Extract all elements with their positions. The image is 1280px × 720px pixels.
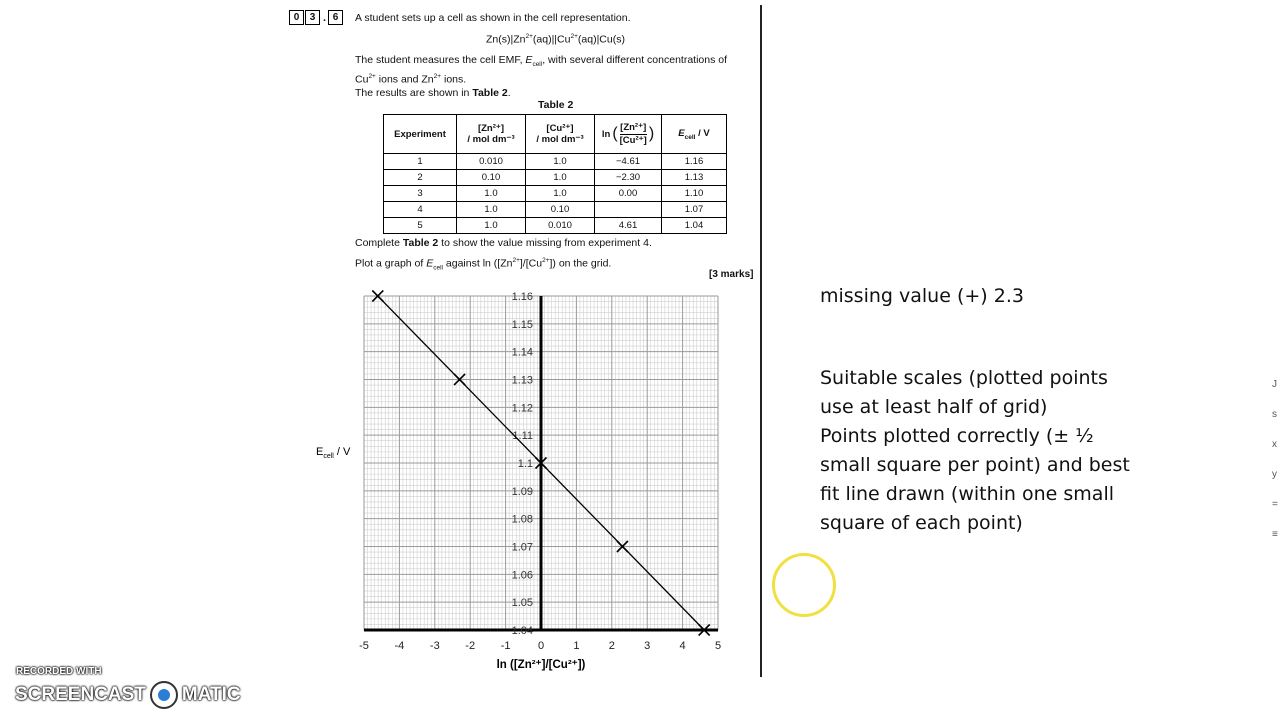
graph — [300, 282, 755, 678]
y-tick-label: 1.08 — [511, 513, 533, 526]
missing-ln-cell — [595, 202, 662, 218]
watermark-logo: SCREENCAST MATIC — [15, 681, 241, 709]
y-tick-label: 1.13 — [511, 374, 533, 387]
table-row: 2 0.10 1.0 −2.30 1.13 — [384, 170, 727, 186]
y-tick-label: 1.15 — [511, 318, 533, 331]
table-caption: Table 2 — [538, 99, 574, 111]
cell-representation: $Zn(s)|Zn^{2+}(aq)||Cu^{2+}(aq)|Cu(s)$ — [486, 33, 625, 46]
question-measure-text: The student measures the cell EMF, $E_{cell}$, with several different concentrations of $Cu^{2+}$ ions and $Zn^{2+}$ ions. — [355, 54, 728, 86]
table-row: 1 0.010 1.0 −4.61 1.16 — [384, 154, 727, 170]
question-digit: 3 — [305, 10, 320, 25]
x-tick-label: -2 — [465, 640, 476, 652]
table-row: 3 1.0 1.0 0.00 1.10 — [384, 186, 727, 202]
x-tick-label: -1 — [500, 640, 511, 652]
y-tick-label: 1.14 — [511, 346, 533, 359]
y-tick-label: 1.06 — [511, 569, 533, 582]
y-tick-label: 1.12 — [511, 402, 533, 415]
header-experiment: Experiment — [384, 115, 457, 154]
x-tick-label: 3 — [644, 640, 651, 652]
y-tick-label: 1.05 — [511, 597, 533, 610]
table-header-row — [384, 115, 727, 154]
question-results-text: The results are shown in Table 2. — [355, 87, 511, 99]
screencast-logo-icon — [150, 681, 178, 709]
y-axis-label: $E_{cell}$ / V — [316, 446, 351, 460]
x-tick-label: -5 — [359, 640, 369, 652]
table-row: 5 1.0 0.010 4.61 1.04 — [384, 218, 727, 234]
x-tick-label: 0 — [537, 640, 545, 652]
y-tick-label: 1.09 — [511, 485, 533, 498]
cursor-highlight — [772, 553, 836, 617]
header-ln: ln ( [Zn²⁺] [Cu²⁺] ) — [595, 115, 662, 154]
marks-label: [3 marks] — [709, 269, 754, 280]
question-digit: 6 — [328, 10, 343, 25]
x-tick-label: 4 — [679, 640, 686, 652]
watermark-recorded: RECORDED WITH — [16, 666, 102, 677]
x-tick-labels — [359, 640, 721, 652]
y-tick-label: 1.07 — [511, 541, 533, 554]
question-intro: A student sets up a cell as shown in the cell representation. — [355, 12, 631, 24]
results-table — [383, 114, 727, 234]
question-digit: 0 — [289, 10, 304, 25]
question-plot-text: Plot a graph of $E_{cell}$ against $\ln ([Zn^{2+}]/[Cu^{2+}])$ on the grid. — [355, 257, 612, 272]
header-ecell: $E_{cell}$ / V — [662, 115, 727, 154]
x-tick-label: 1 — [573, 640, 580, 652]
question-dot: . — [323, 11, 327, 24]
answer-criteria: Suitable scales (plotted points use at least half of grid) Points plotted correctly (± ½ small square per point) and best fit line drawn (within one small square of each point) — [820, 367, 1130, 534]
x-tick-label: -3 — [429, 640, 440, 652]
x-tick-label: 5 — [714, 640, 722, 652]
y-tick-labels — [512, 291, 533, 637]
header-cu: [Cu²⁺] / mol dm⁻³ — [526, 115, 595, 154]
table-row: 4 1.0 0.10 1.07 — [384, 202, 727, 218]
question-complete-text: Complete Table 2 to show the value missing from experiment 4. — [355, 237, 652, 249]
x-axis-label: ln ([Zn²⁺]/[Cu²⁺]) — [496, 659, 586, 671]
answer-missing-value: missing value (+) 2.3 — [820, 285, 1024, 307]
page-divider — [760, 5, 762, 677]
y-tick-label: 1.11 — [512, 430, 533, 443]
x-tick-label: 2 — [608, 640, 615, 652]
x-tick-label: -4 — [394, 640, 405, 652]
y-tick-label: 1.16 — [511, 291, 533, 303]
edge-marks: J s x y = ≡ — [1272, 379, 1278, 540]
y-tick-label: 1.1 — [517, 458, 533, 470]
y-tick-label: 1.04 — [511, 625, 533, 637]
header-zn: [Zn²⁺] / mol dm⁻³ — [457, 115, 526, 154]
question-number — [289, 10, 344, 25]
